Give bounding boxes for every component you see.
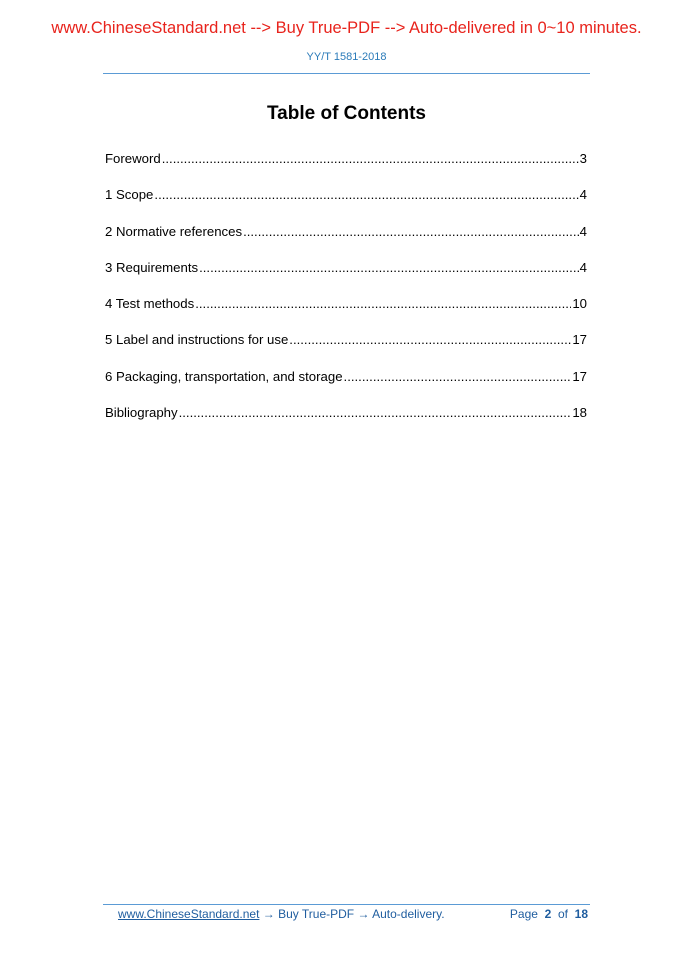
toc-leader-dots [195, 295, 571, 313]
toc-leader-dots [162, 150, 579, 168]
toc-entry-foreword[interactable] [105, 150, 587, 186]
toc-entry-label: 5 Label and instructions for use [105, 332, 289, 348]
footer-tagline: → Buy True-PDF → Auto-delivery. [259, 907, 445, 921]
page-word: Page [509, 907, 538, 921]
toc-entry-scope[interactable] [105, 186, 587, 222]
toc-entry-page: 4 [579, 223, 587, 239]
toc-leader-dots [199, 259, 579, 277]
toc-entry-requirements[interactable] [105, 259, 587, 295]
toc-leader-dots [154, 186, 578, 204]
toc-list [105, 150, 587, 440]
page-total: 18 [574, 907, 588, 921]
toc-entry-label: 3 Requirements [105, 259, 199, 275]
footer-site-link[interactable]: www.ChineseStandard.net [118, 907, 260, 921]
toc-leader-dots [243, 223, 579, 241]
toc-entry-label: 1 Scope [105, 187, 154, 203]
page-current: 2 [544, 907, 552, 921]
toc-entry-page: 3 [579, 151, 587, 166]
footer-divider [103, 904, 590, 905]
toc-entry-bibliography[interactable] [105, 404, 587, 440]
toc-entry-page: 17 [572, 368, 587, 384]
toc-entry-test-methods[interactable] [105, 295, 587, 331]
page-of: of [557, 907, 568, 921]
toc-entry-page: 10 [572, 296, 587, 312]
promo-banner[interactable]: www.ChineseStandard.net --> Buy True-PDF --> Auto-delivered in 0~10 minutes. [51, 19, 642, 37]
page-footer [118, 906, 588, 922]
toc-leader-dots [344, 368, 572, 386]
toc-entry-label-instructions[interactable] [105, 331, 587, 367]
toc-entry-page: 17 [572, 332, 587, 348]
toc-entry-label: 4 Test methods [105, 296, 195, 312]
toc-entry-normative-references[interactable] [105, 223, 587, 259]
document-code: YY/T 1581-2018 [306, 51, 387, 63]
toc-entry-page: 4 [579, 259, 587, 275]
toc-leader-dots [289, 331, 571, 349]
toc-title: Table of Contents [266, 103, 427, 124]
page-number [510, 906, 588, 922]
toc-entry-packaging[interactable] [105, 368, 587, 404]
toc-entry-page: 18 [572, 405, 587, 421]
toc-entry-label: Foreword [105, 151, 161, 166]
toc-leader-dots [179, 404, 572, 422]
toc-entry-label: 6 Packaging, transportation, and storage [105, 368, 343, 384]
toc-entry-page: 4 [579, 187, 587, 203]
header-divider [103, 73, 590, 74]
toc-entry-label: 2 Normative references [105, 223, 243, 239]
toc-entry-label: Bibliography [105, 405, 178, 421]
